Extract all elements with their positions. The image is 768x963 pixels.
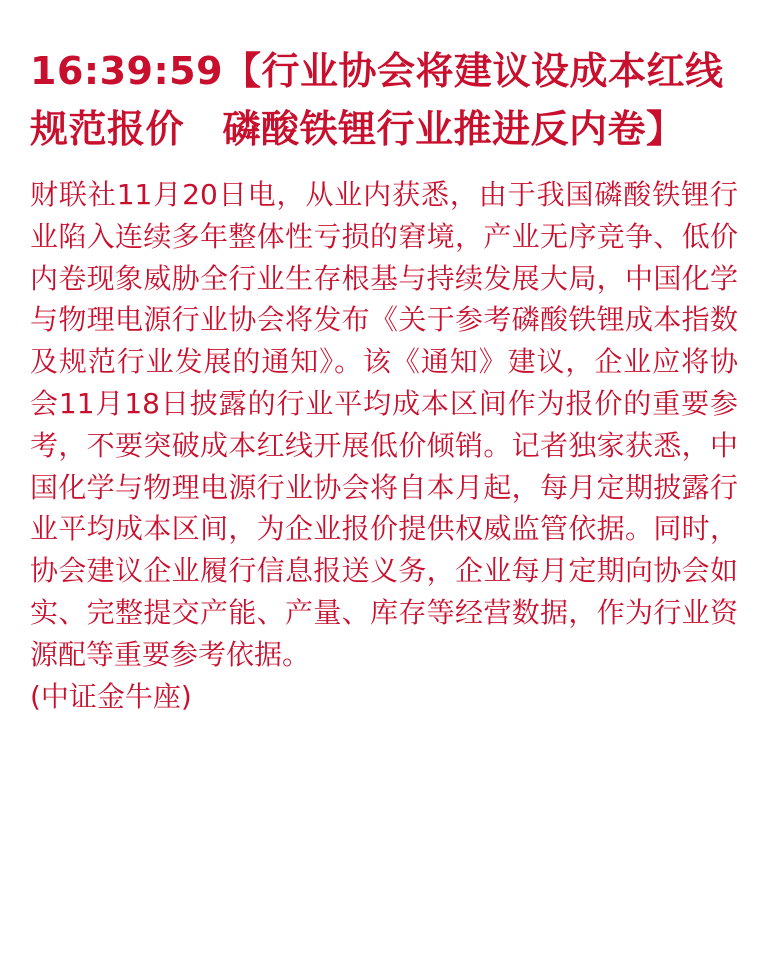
headline: 16:39:59【行业协会将建议设成本红线规范报价 磷酸铁锂行业推进反内卷】 xyxy=(30,49,724,151)
article-body xyxy=(30,174,738,717)
source-credit: (中证金牛座) xyxy=(30,679,192,713)
article-body-text: 财联社11月20日电，从业内获悉，由于我国磷酸铁锂行业陷入连续多年整体性亏损的窘境，产业无序竞争、低价内卷现象威胁全行业生存根基与持续发展大局，中国化学与物理电源行业协会将发布《关于参考磷酸铁锂成本指数及规范行业发展的通知》。该《通知》建议，企业应将协会11月18日披露的行业平均成本区间作为报价的重要参考，不要突破成本红线开展低价倾销。记者独家获悉，中国化学与物理电源行业协会将自本月起，每月定期披露行业平均成本区间，为企业报价提供权威监管依据。同时，协会建议企业履行信息报送义务，企业每月定期向协会如实、完整提交产能、产量、库存等经营数据，作为行业资源配等重要参考依据。 xyxy=(30,178,738,671)
